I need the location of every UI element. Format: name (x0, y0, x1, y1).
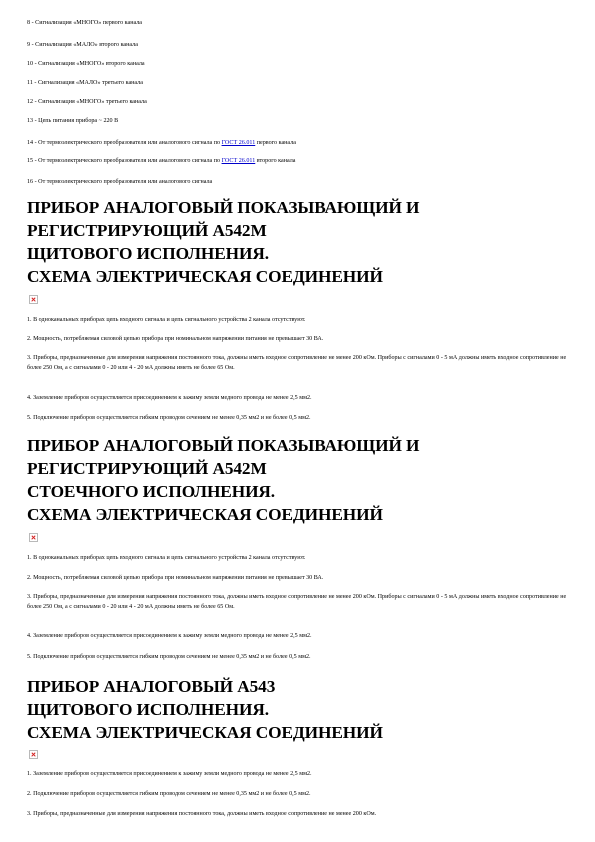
gost-link[interactable]: ГОСТ 26.011 (221, 158, 256, 164)
list-item: 10 - Сигнализация «МНОГО» второго канала (27, 61, 145, 67)
note: 1. В одноканальных приборах цепь входного сигнала и цепь сигнального устройства 2 канала отсутствуют. (27, 555, 306, 561)
list-item: 12 - Сигнализация «МНОГО» третьего канала (27, 99, 147, 105)
list-item: 15 - От термоэлектрического преобразователя или аналогового сигнала по ГОСТ 26.011 второго канала (27, 158, 296, 164)
note: 5. Подключение приборов осуществляется гибким проводом сечением не менее 0,35 мм2 и не более 0,5 мм2. (27, 654, 311, 660)
note: 2. Подключение приборов осуществляется гибким проводом сечением не менее 0,35 мм2 и не более 0,5 мм2. (27, 791, 311, 797)
note: 4. Заземление приборов осуществляется присоединением к зажиму земли медного провода не менее 2,5 мм2. (27, 633, 312, 639)
note: 1. В одноканальных приборах цепь входного сигнала и цепь сигнального устройства 2 канала отсутствуют. (27, 317, 306, 323)
list-item: 14 - От термоэлектрического преобразователя или аналогового сигнала по ГОСТ 26.011 первого канала (27, 140, 296, 146)
broken-image-icon[interactable] (29, 295, 38, 304)
note: 5. Подключение приборов осуществляется гибким проводом сечением не менее 0,35 мм2 и не более 0,5 мм2. (27, 415, 311, 421)
list-item: 13 - Цепь питания прибора ~ 220 В (27, 118, 119, 124)
note: 3. Приборы, предназначенные для измерения напряжения постоянного тока, должны иметь входное сопротивление не менее 200 кОм. (27, 811, 377, 817)
list-item: 9 - Сигнализация «МАЛО» второго канала (27, 42, 138, 48)
broken-image-icon[interactable] (29, 750, 38, 759)
note: 3. Приборы, предназначенные для измерения напряжения постоянного тока, должны иметь входное сопротивление не менее 200 кОм. Приборы с сигналами 0 - 5 мА должны иметь входное сопротивление не более 250 Ом, а с сигналами 0 - 20 или 4 - 20 мА должны иметь не более 65 Ом. (27, 594, 567, 610)
note: 3. Приборы, предназначенные для измерения напряжения постоянного тока, должны иметь входное сопротивление не менее 200 кОм. Приборы с сигналами 0 - 5 мА должны иметь входное сопротивление не более 250 Ом, а с сигналами 0 - 20 или 4 - 20 мА должны иметь не более 65 Ом. (27, 355, 567, 371)
list-item: 16 - От термоэлектрического преобразователя или аналогового сигнала (27, 179, 213, 185)
section-heading: ПРИБОР АНАЛОГОВЫЙ ПОКАЗЫВАЮЩИЙ И РЕГИСТРИРУЮЩИЙ А542М СТОЕЧНОГО ИСПОЛНЕНИЯ. СХЕМА ЭЛЕКТРИЧЕСКАЯ СОЕДИНЕНИЙ (27, 436, 420, 524)
note: 4. Заземление приборов осуществляется присоединением к зажиму земли медного провода не менее 2,5 мм2. (27, 395, 312, 401)
list-item: 11 - Сигнализация «МАЛО» третьего канала (27, 80, 143, 86)
gost-link[interactable]: ГОСТ 26.011 (221, 140, 256, 146)
note: 2. Мощность, потребляемая силовой цепью прибора при номинальном напряжении питания не превышает 30 ВА. (27, 575, 324, 581)
note: 2. Мощность, потребляемая силовой цепью прибора при номинальном напряжении питания не превышает 30 ВА. (27, 336, 324, 342)
broken-image-icon[interactable] (29, 533, 38, 542)
note: 1. Заземление приборов осуществляется присоединением к зажиму земли медного провода не менее 2,5 мм2. (27, 771, 312, 777)
list-item: 8 - Сигнализация «МНОГО» первого канала (27, 20, 142, 26)
section-heading: ПРИБОР АНАЛОГОВЫЙ А543 ЩИТОВОГО ИСПОЛНЕНИЯ. СХЕМА ЭЛЕКТРИЧЕСКАЯ СОЕДИНЕНИЙ (27, 677, 383, 742)
section-heading: ПРИБОР АНАЛОГОВЫЙ ПОКАЗЫВАЮЩИЙ И РЕГИСТРИРУЮЩИЙ А542М ЩИТОВОГО ИСПОЛНЕНИЯ. СХЕМА ЭЛЕКТРИЧЕСКАЯ СОЕДИНЕНИЙ (27, 198, 420, 286)
